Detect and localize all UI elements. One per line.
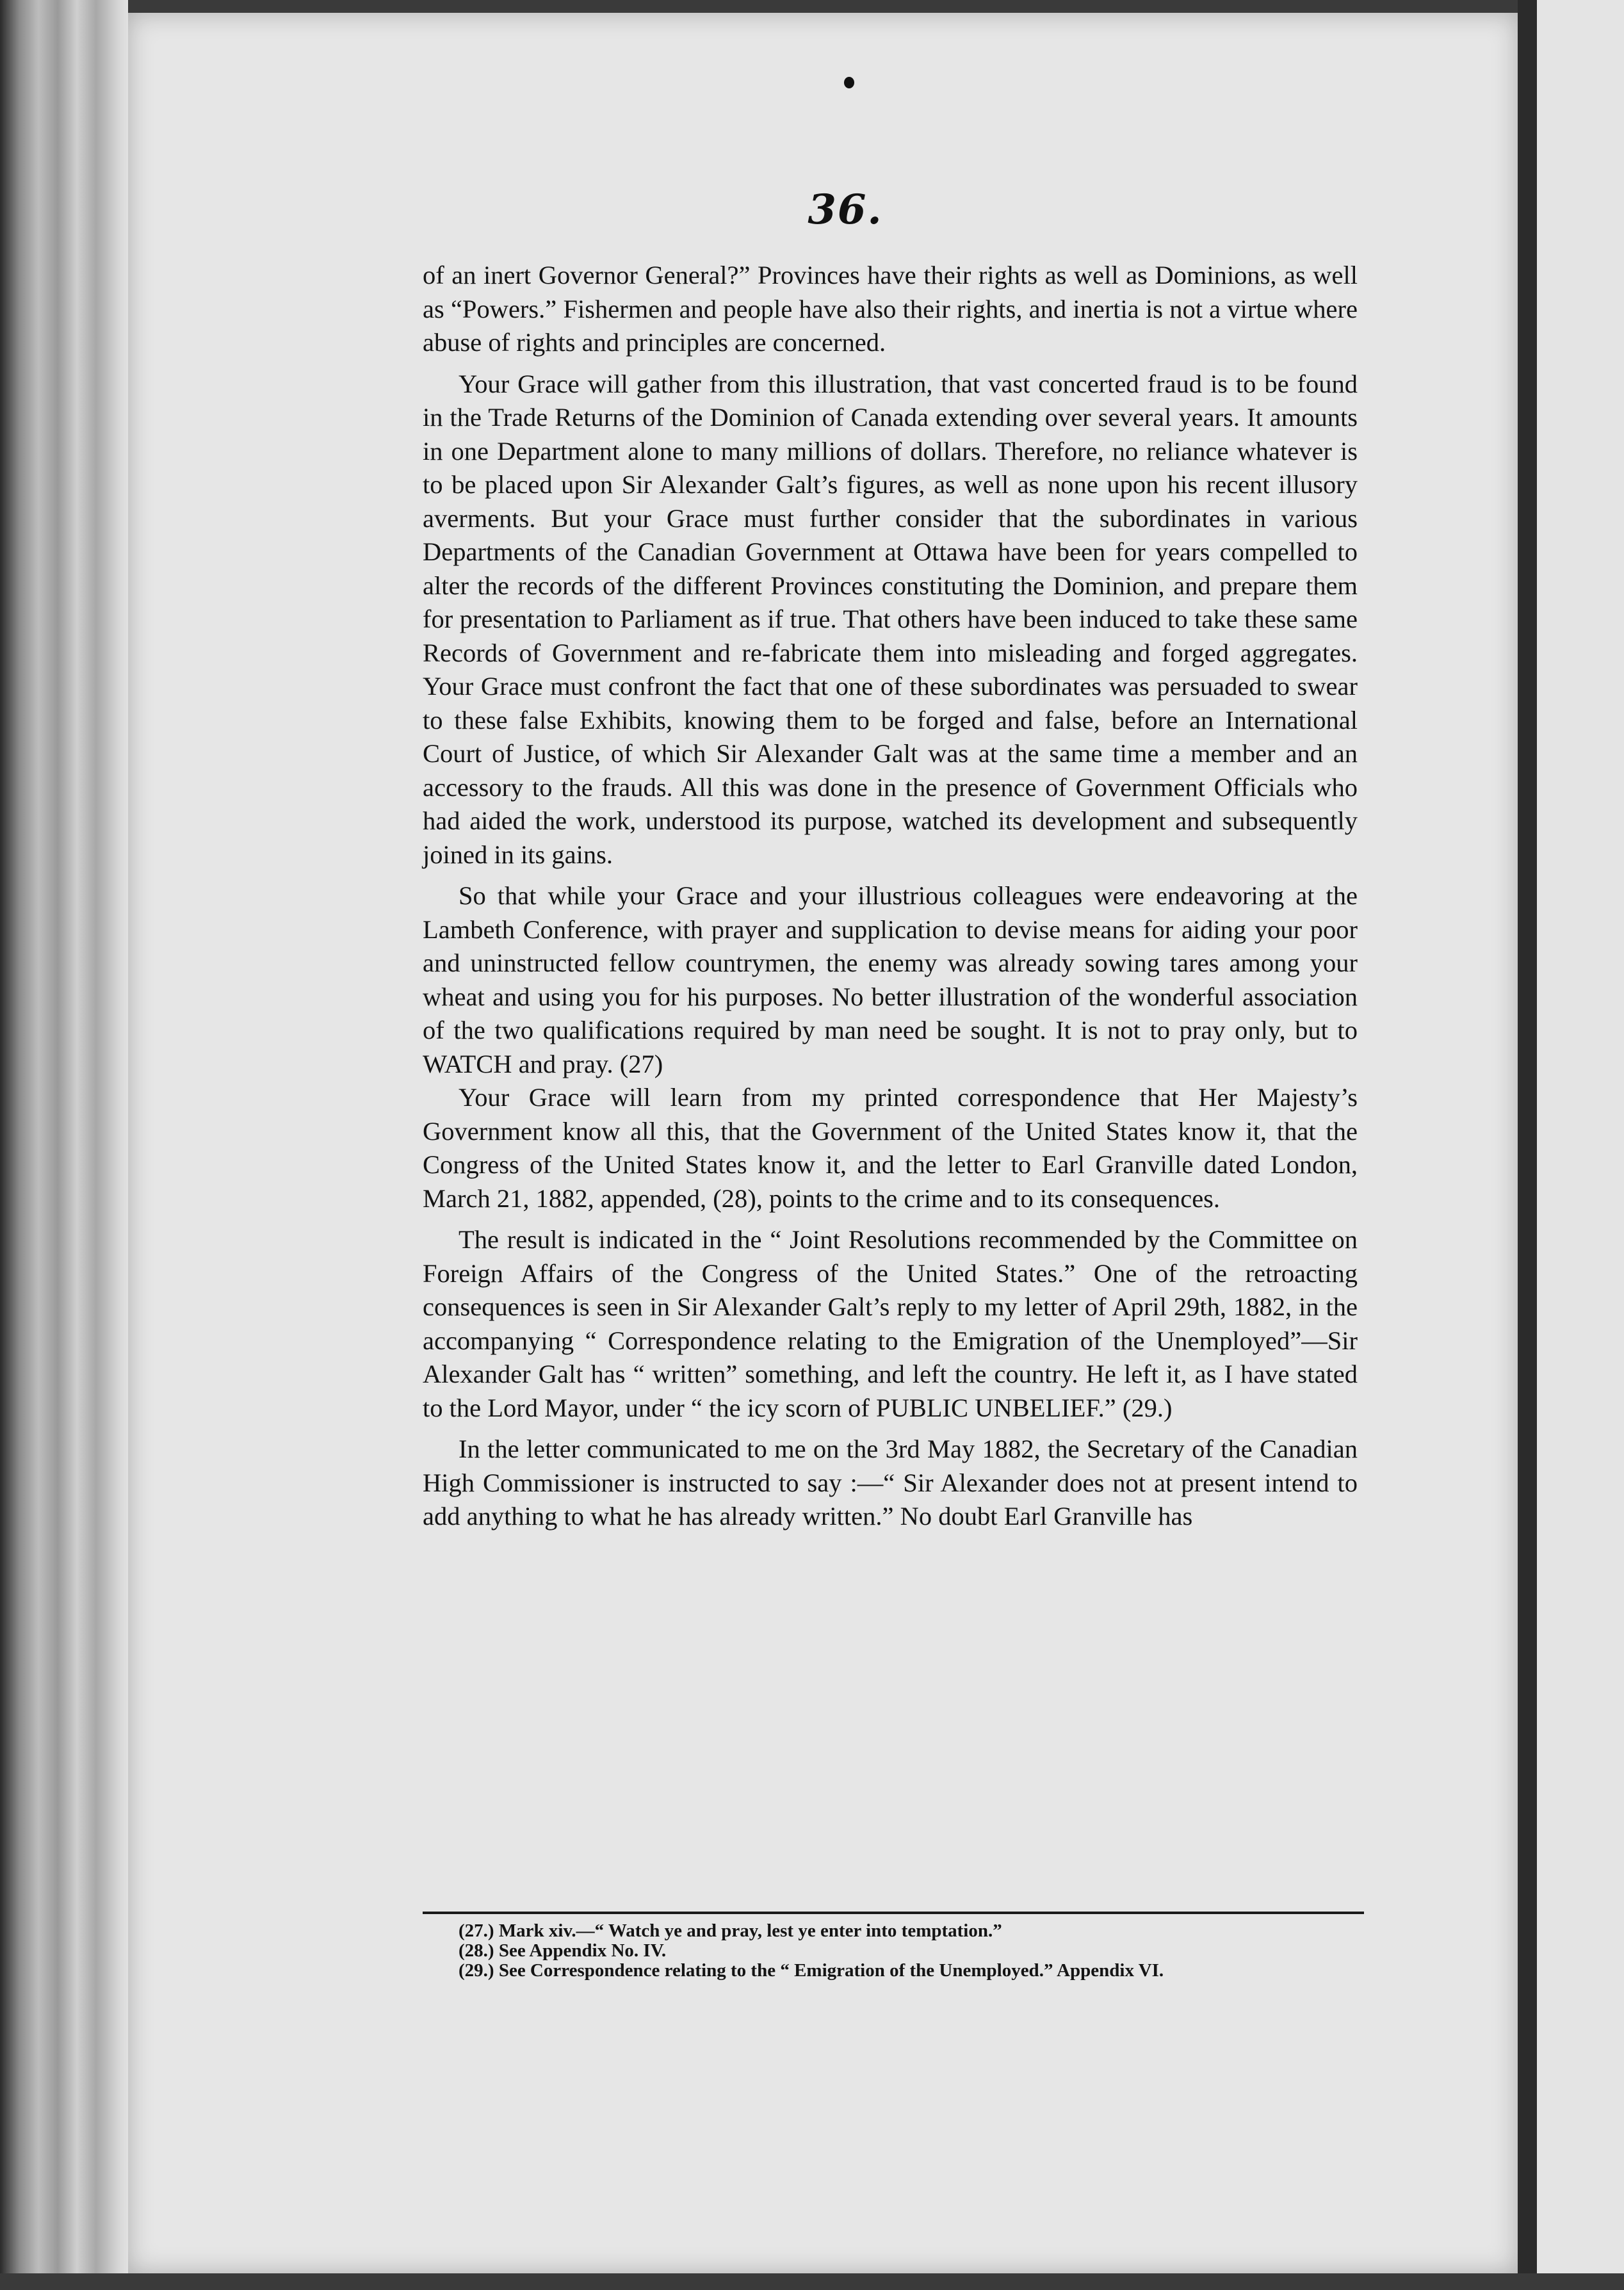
footnote-28: (28.) See Appendix No. IV.: [459, 1940, 667, 1961]
page-number: 36.: [808, 186, 883, 234]
footnote-29: (29.) See Correspondence relating to the “ Emigration of the Unemployed.” Appendix VI.: [459, 1960, 1164, 1981]
paragraph-4: Your Grace will learn from my printed correspondence that Her Majesty’s Government know all this, that the Government of the United States know it, that the Congress of the United States know it, and the letter to Earl Granville dated London, March 21, 1882, appended, (28), points to the crime and to its consequences.: [423, 1083, 1358, 1213]
body-text: [423, 259, 1358, 1534]
facing-page-edge: [1537, 0, 1624, 2290]
footnote-27: (27.) Mark xiv.—“ Watch ye and pray, lest ye enter into temptation.”: [459, 1921, 1002, 1941]
footnote-rule: [423, 1912, 1364, 1914]
scan-bottom-edge: [0, 2273, 1624, 2290]
paragraph-5: The result is indicated in the “ Joint Resolutions recommended by the Committee on Foreign Affairs of the Congress of the United States.” One of the retroacting consequences is seen in Sir Alexander Galt’s reply to my letter of April 29th, 1882, in the accompanying “ Correspondence relating to the Emigration of the Unemployed”—Sir Alexander Galt has “ written” something, and left the country. He left it, as I have stated to the Lord Mayor, under “ the icy scorn of PUBLIC UNBELIEF.” (29.): [423, 1225, 1358, 1422]
paragraph-1: of an inert Governor General?” Provinces have their rights as well as Dominions, as well as “Powers.” Fishermen and people have also their rights, and inertia is not a virtue where abuse of rights and principles are concerned.: [423, 261, 1358, 357]
ink-dot-mark: [844, 77, 854, 88]
paragraph-6: In the letter communicated to me on the 3rd May 1882, the Secretary of the Canadian High Commissioner is instructed to say :—“ Sir Alexander does not at present intend to add anything to what he has already written.” No doubt Earl Granville has: [423, 1434, 1358, 1531]
book-page-edges: [0, 0, 128, 2290]
paragraph-2: Your Grace will gather from this illustration, that vast concerted fraud is to be found in the Trade Returns of the Dominion of Canada extending over several years. It amounts in one Department alone to many millions of dollars. Therefore, no reliance whatever is to be placed upon Sir Alexander Galt’s figures, as well as none upon his recent illusory averments. But your Grace must further consider that the subordinates in various Departments of the Canadian Government at Ottawa have been for years compelled to alter the records of the different Provinces constituting the Dominion, and prepare them for presentation to Parliament as if true. That others have been induced to take these same Records of Government and re-fabricate them into misleading and forged aggregates. Your Grace must confront the fact that one of these subordinates was persuaded to swear to these false Exhibits, knowing them to be forged and false, before an International Court of Justice, of which Sir Alexander Galt was at the same time a member and an accessory to the frauds. All this was done in the presence of Government Officials who had aided the work, understood its purpose, watched its development and subsequently joined in its gains.: [423, 369, 1358, 869]
book-gutter: [1518, 0, 1537, 2290]
scan-top-edge: [0, 0, 1624, 13]
footnotes: [435, 1921, 1364, 1981]
paragraph-3: So that while your Grace and your illustrious colleagues were endeavoring at the Lambeth Conference, with prayer and supplication to devise means for aiding your poor and uninstructed fellow countrymen, the enemy was already sowing tares among your wheat and using you for his purposes. No better illustration of the wonderful association of the two qualifications required by man need be sought. It is not to pray only, but to WATCH and pray. (27): [423, 881, 1358, 1078]
